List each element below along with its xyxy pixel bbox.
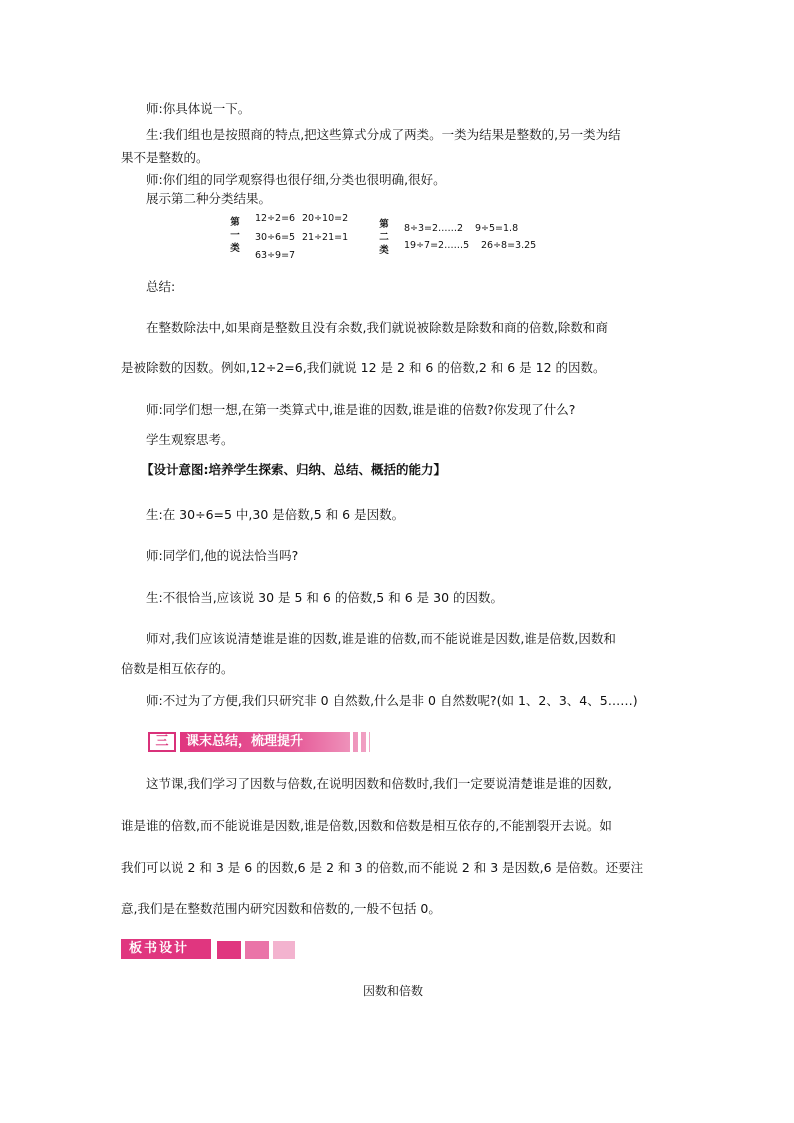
- paragraph-teacher-explain-line2: 倍数是相互依存的。: [121, 661, 234, 676]
- paragraph-show-second-result: 展示第二种分类结果。: [146, 191, 272, 206]
- decorative-stripe: [350, 732, 353, 752]
- lesson-summary-line3: 我们可以说 2 和 3 是 6 的因数,6 是 2 和 3 的倍数,而不能说 2 和 3 是因数,6 是倍数。还要注: [121, 860, 644, 875]
- equation: 20÷10=2: [302, 213, 349, 224]
- paragraph-teacher-explain-line1: 师对,我们应该说清楚谁是谁的因数,谁是谁的倍数,而不能说谁是因数,谁是倍数,因数和: [146, 631, 616, 646]
- decorative-square: [245, 941, 269, 959]
- equation: 63÷9=7: [255, 250, 296, 261]
- section-banner: [148, 732, 370, 752]
- paragraph-student-claim: 生:在 30÷6=5 中,30 是倍数,5 和 6 是因数。: [146, 507, 405, 522]
- section-title-bar: [180, 732, 370, 752]
- design-intent-note: 【设计意图:培养学生探索、归纳、总结、概括的能力】: [141, 462, 446, 477]
- decorative-square: [273, 941, 295, 959]
- summary-line2: 是被除数的因数。例如,12÷2=6,我们就说 12 是 2 和 6 的倍数,2 和 6 是 12 的因数。: [121, 360, 606, 375]
- paragraph-student-answer-line2: 果不是整数的。: [121, 150, 209, 165]
- paragraph-teacher-ask: 师:你具体说一下。: [146, 101, 251, 116]
- equation: 26÷8=3.25: [481, 240, 537, 251]
- decorative-square: [217, 941, 241, 959]
- equation: 9÷5=1.8: [475, 223, 519, 234]
- decorative-stripe: [358, 732, 361, 752]
- lesson-summary-line1: 这节课,我们学习了因数与倍数,在说明因数和倍数时,我们一定要说清楚谁是谁的因数,: [146, 776, 612, 791]
- lesson-summary-line4: 意,我们是在整数范围内研究因数和倍数的,一般不包括 0。: [121, 901, 441, 916]
- category1-label: 第 一 类: [230, 217, 240, 254]
- category2-label: 第 二 类: [379, 219, 389, 256]
- board-title: 因数和倍数: [363, 984, 424, 998]
- decorative-stripe: [366, 732, 369, 752]
- paragraph-teacher-praise: 师:你们组的同学观察得也很仔细,分类也很明确,很好。: [146, 172, 446, 187]
- paragraph-teacher-question: 师:同学们想一想,在第一类算式中,谁是谁的因数,谁是谁的倍数?你发现了什么?: [146, 402, 576, 417]
- summary-label: 总结:: [146, 279, 176, 294]
- section-number: 三: [148, 732, 176, 752]
- board-design-label: 板书设计: [129, 941, 190, 956]
- equation: 21÷21=1: [302, 232, 349, 243]
- board-design-heading: [121, 939, 211, 959]
- equation: 12÷2=6: [255, 213, 296, 224]
- paragraph-nonzero-natural: 师:不过为了方便,我们只研究非 0 自然数,什么是非 0 自然数呢?(如 1、2、3、4、5……): [146, 693, 638, 708]
- equation: 8÷3=2……2: [404, 223, 464, 234]
- equation: 30÷6=5: [255, 232, 296, 243]
- summary-line1: 在整数除法中,如果商是整数且没有余数,我们就说被除数是除数和商的倍数,除数和商: [146, 320, 608, 335]
- equation: 19÷7=2……5: [404, 240, 470, 251]
- paragraph-teacher-check: 师:同学们,他的说法恰当吗?: [146, 548, 299, 563]
- paragraph-students-observe: 学生观察思考。: [146, 432, 234, 447]
- paragraph-student-answer-line1: 生:我们组也是按照商的特点,把这些算式分成了两类。一类为结果是整数的,另一类为结: [146, 127, 621, 142]
- lesson-summary-line2: 谁是谁的倍数,而不能说谁是因数,谁是倍数,因数和倍数是相互依存的,不能割裂开去说。如: [121, 818, 612, 833]
- section-title: 课末总结，梳理提升: [186, 734, 304, 749]
- paragraph-student-correction: 生:不很恰当,应该说 30 是 5 和 6 的倍数,5 和 6 是 30 的因数。: [146, 590, 503, 605]
